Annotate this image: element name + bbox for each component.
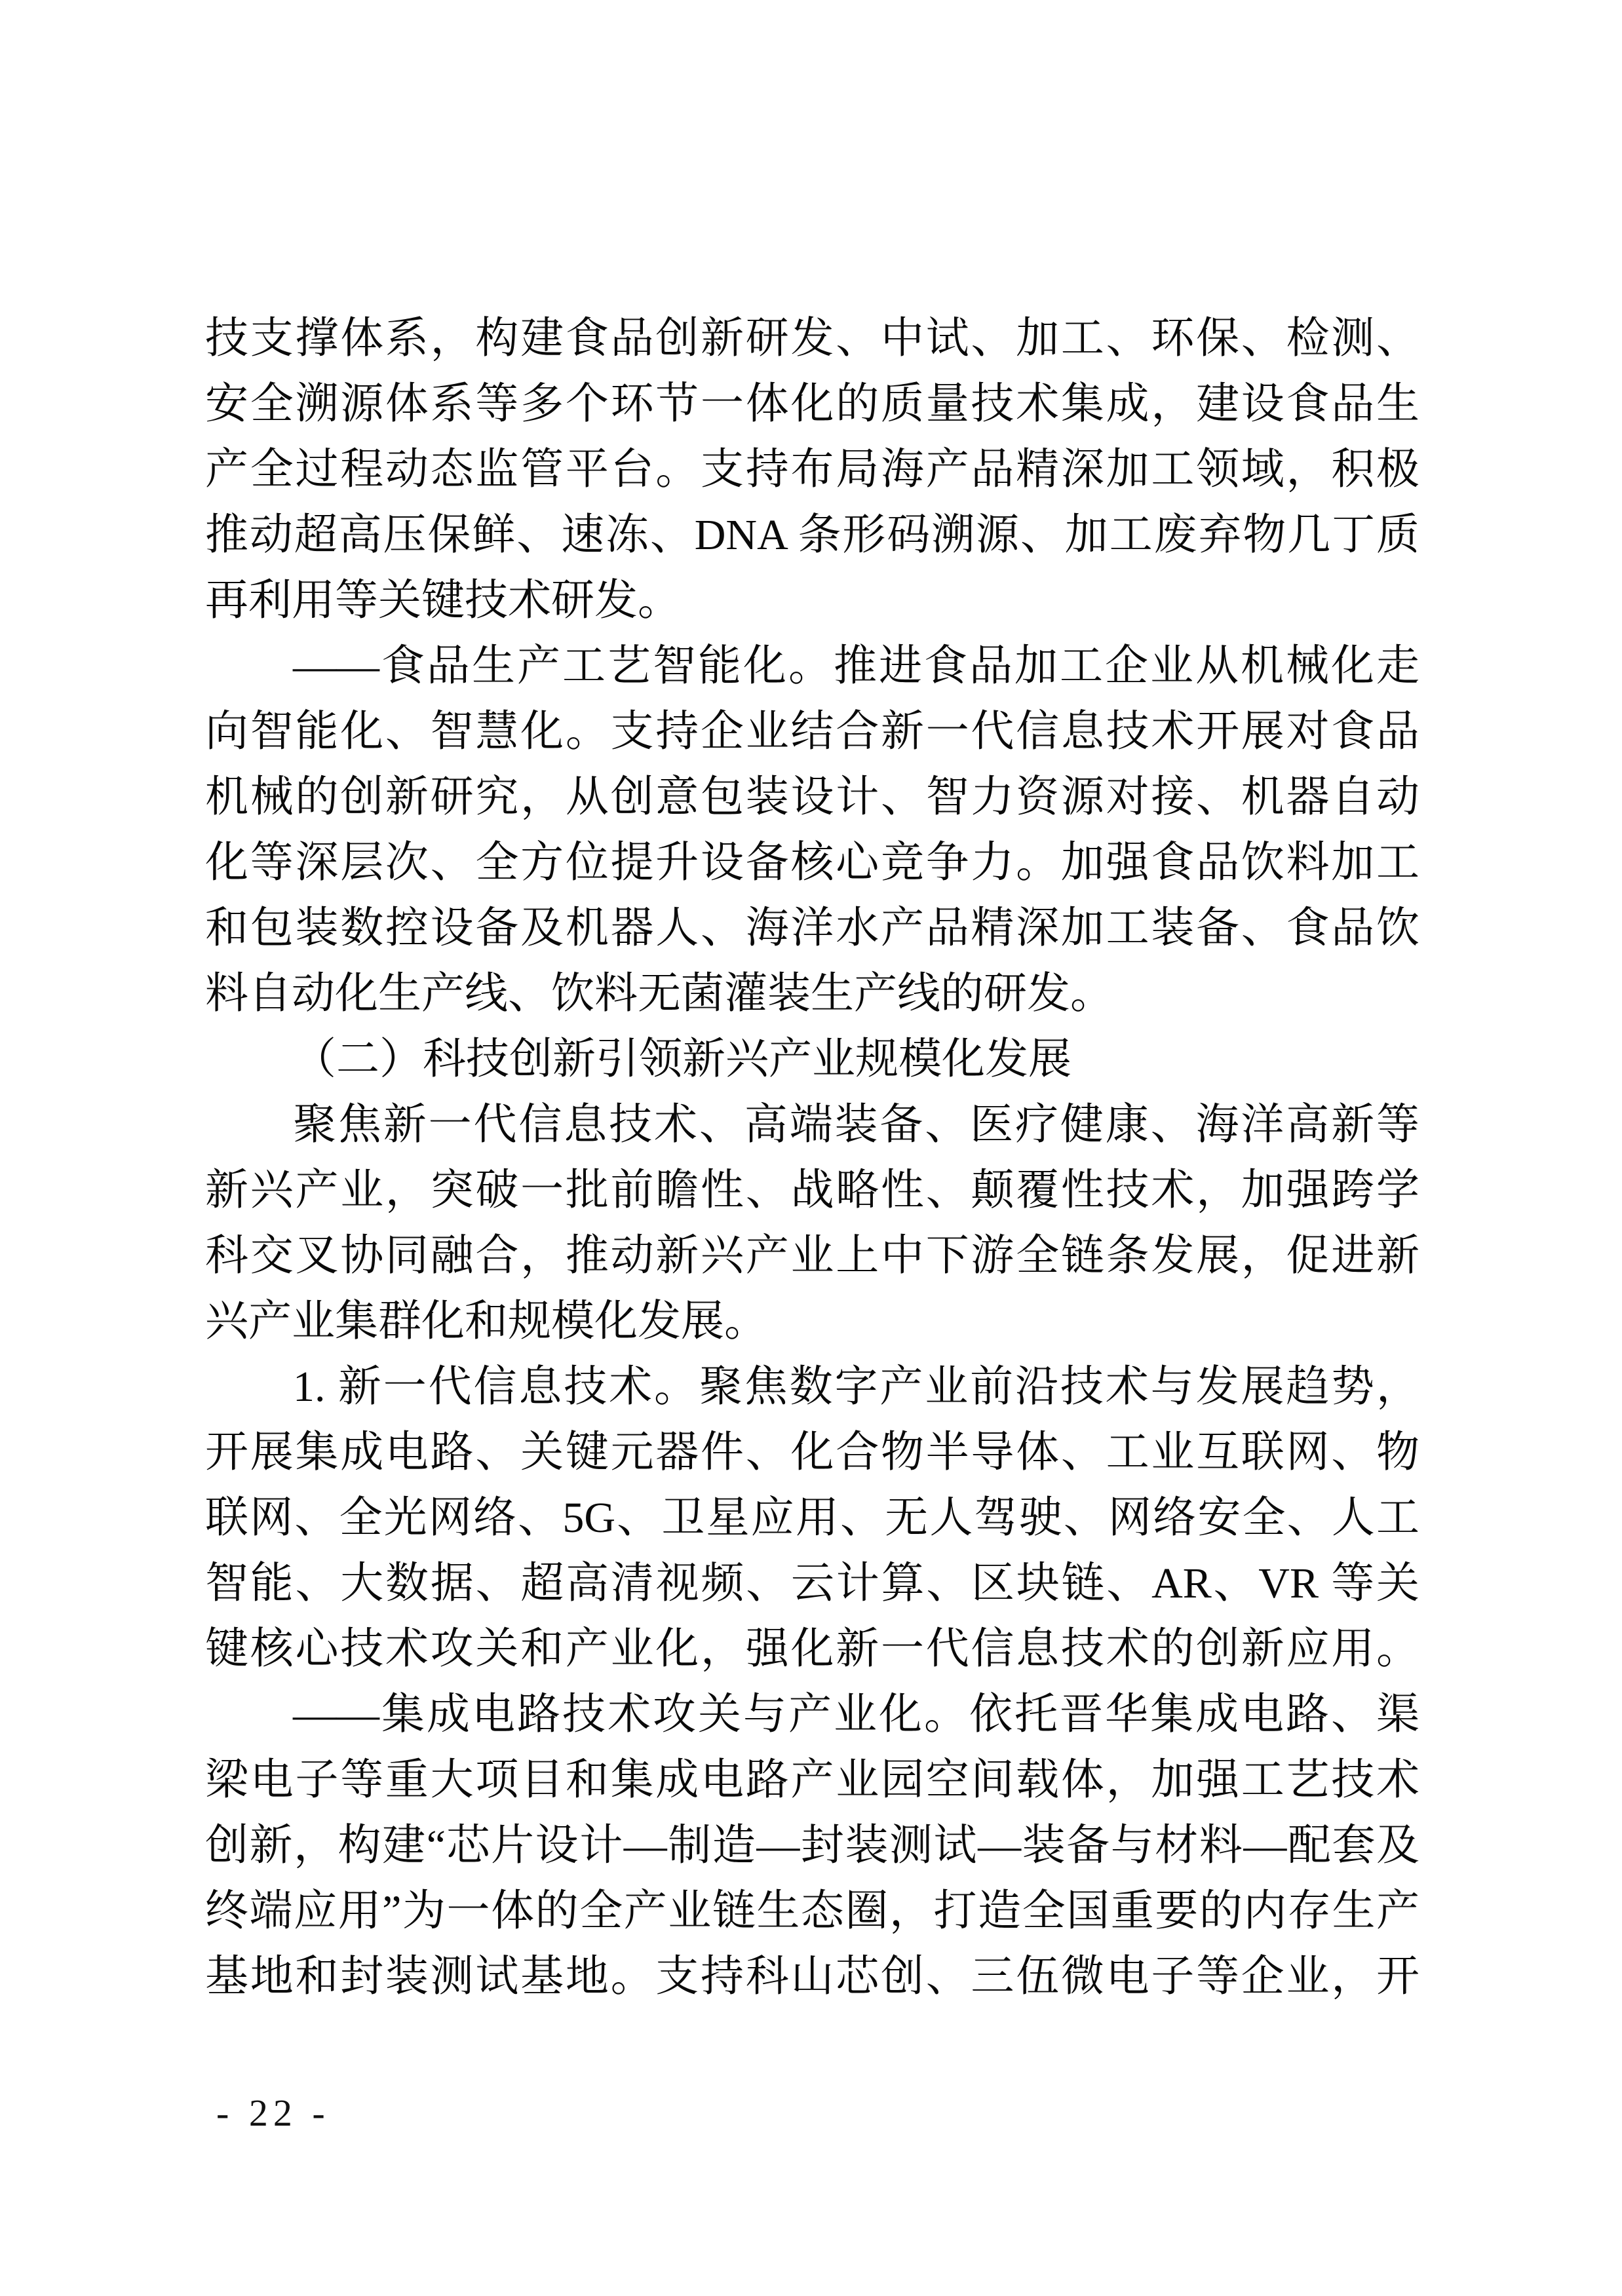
text-line: ——食品生产工艺智能化。推进食品加工企业从机械化走 [293, 642, 1419, 690]
page-number: - 22 - [216, 2092, 330, 2134]
text-line: （二）科技创新引领新兴产业规模化发展 [293, 1035, 1072, 1083]
text-line: 推动超高压保鲜、速冻、DNA 条形码溯源、加工废弃物几丁质 [205, 511, 1419, 559]
text-line: ——集成电路技术攻关与产业化。依托晋华集成电路、渠 [293, 1691, 1419, 1738]
body-text [205, 306, 1419, 2010]
text-line: 技支撑体系，构建食品创新研发、中试、加工、环保、检测、 [205, 315, 1419, 362]
text-line: 再利用等关键技术研发。 [205, 577, 681, 624]
text-line: 新兴产业，突破一批前瞻性、战略性、颠覆性技术，加强跨学 [205, 1166, 1419, 1214]
text-line: 机械的创新研究，从创意包装设计、智力资源对接、机器自动 [205, 773, 1419, 821]
text-line: 产全过程动态监管平台。支持布局海产品精深加工领域，积极 [205, 446, 1419, 493]
text-line: 兴产业集群化和规模化发展。 [205, 1297, 767, 1345]
text-line: 料自动化生产线、饮料无菌灌装生产线的研发。 [205, 970, 1113, 1018]
text-line: 安全溯源体系等多个环节一体化的质量技术集成，建设食品生 [205, 380, 1419, 428]
text-line: 终端应用”为一体的全产业链生态圈，打造全国重要的内存生产 [205, 1887, 1419, 1935]
text-line: 科交叉协同融合，推动新兴产业上中下游全链条发展，促进新 [205, 1232, 1419, 1280]
text-line: 键核心技术攻关和产业化，强化新一代信息技术的创新应用。 [205, 1625, 1419, 1673]
text-line: 联网、全光网络、5G、卫星应用、无人驾驶、网络安全、人工 [205, 1494, 1419, 1542]
text-line: 创新，构建“芯片设计—制造—封装测试—装备与材料—配套及 [205, 1822, 1419, 1869]
text-line: 梁电子等重大项目和集成电路产业园空间载体，加强工艺技术 [205, 1756, 1419, 1804]
text-line: 开展集成电路、关键元器件、化合物半导体、工业互联网、物 [205, 1428, 1419, 1476]
text-line: 智能、大数据、超高清视频、云计算、区块链、AR、VR 等关 [205, 1559, 1419, 1607]
text-line: 向智能化、智慧化。支持企业结合新一代信息技术开展对食品 [205, 708, 1419, 756]
text-line: 化等深层次、全方位提升设备核心竞争力。加强食品饮料加工 [205, 839, 1419, 887]
text-line: 基地和封装测试基地。支持科山芯创、三伍微电子等企业，开 [205, 1953, 1419, 2000]
text-line: 聚焦新一代信息技术、高端装备、医疗健康、海洋高新等 [293, 1101, 1419, 1149]
text-line: 1. 新一代信息技术。聚焦数字产业前沿技术与发展趋势， [293, 1363, 1419, 1411]
text-line: 和包装数控设备及机器人、海洋水产品精深加工装备、食品饮 [205, 904, 1419, 952]
